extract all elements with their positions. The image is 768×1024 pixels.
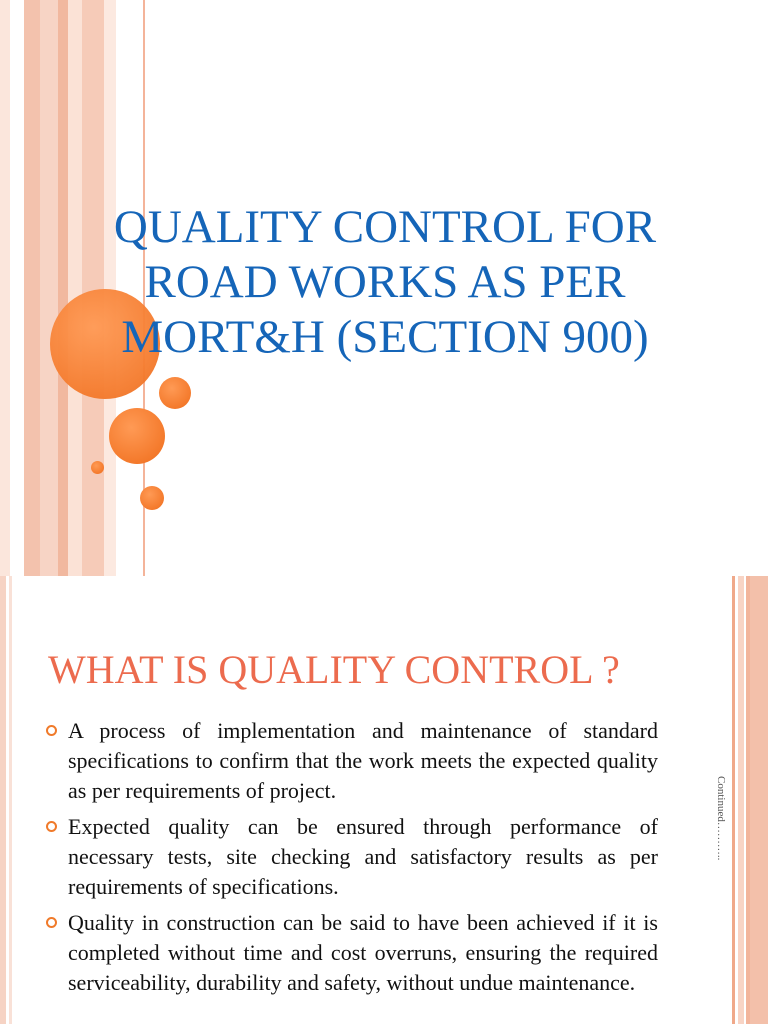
bullet-circle-icon [46, 917, 57, 928]
decor-circle-medium [109, 408, 165, 464]
decor-circle-small [159, 377, 191, 409]
list-item [46, 812, 658, 902]
content-slide [0, 576, 768, 1024]
decor-circle-small [140, 486, 164, 510]
bullet-list [46, 716, 658, 1004]
bullet-text: Expected quality can be ensured through performance of necessary tests, site checking and satisfactory results as per requirements of specifications. [68, 814, 658, 899]
decor-stripe [0, 0, 10, 576]
decor-stripe [0, 576, 6, 1024]
title-line: MORT&H (SECTION 900) [121, 311, 649, 363]
title-line: QUALITY CONTROL FOR [113, 201, 657, 253]
decor-circle-tiny [91, 461, 104, 474]
decor-stripe [738, 576, 744, 1024]
title-line: ROAD WORKS AS PER [144, 256, 626, 308]
decor-stripe [9, 576, 12, 1024]
bullet-circle-icon [46, 821, 57, 832]
decor-stripe [40, 0, 58, 576]
continued-note: Continued……….. [715, 776, 727, 861]
decor-stripe [750, 576, 768, 1024]
list-item [46, 908, 658, 998]
decor-stripe [732, 576, 735, 1024]
bullet-text: Quality in construction can be said to have been achieved if it is completed without time and cost overruns, ensuring the required serviceability, durability and safety, without undue maintenance. [68, 910, 658, 995]
bullet-text: A process of implementation and maintenance of standard specifications to confirm that the work meets the expected quality as per requirements of project. [68, 718, 658, 803]
decor-stripe [10, 0, 24, 576]
slide-heading: WHAT IS QUALITY CONTROL ? [48, 647, 620, 692]
list-item [46, 716, 658, 806]
bullet-circle-icon [46, 725, 57, 736]
decor-stripe [24, 0, 40, 576]
slide-title [60, 200, 710, 365]
